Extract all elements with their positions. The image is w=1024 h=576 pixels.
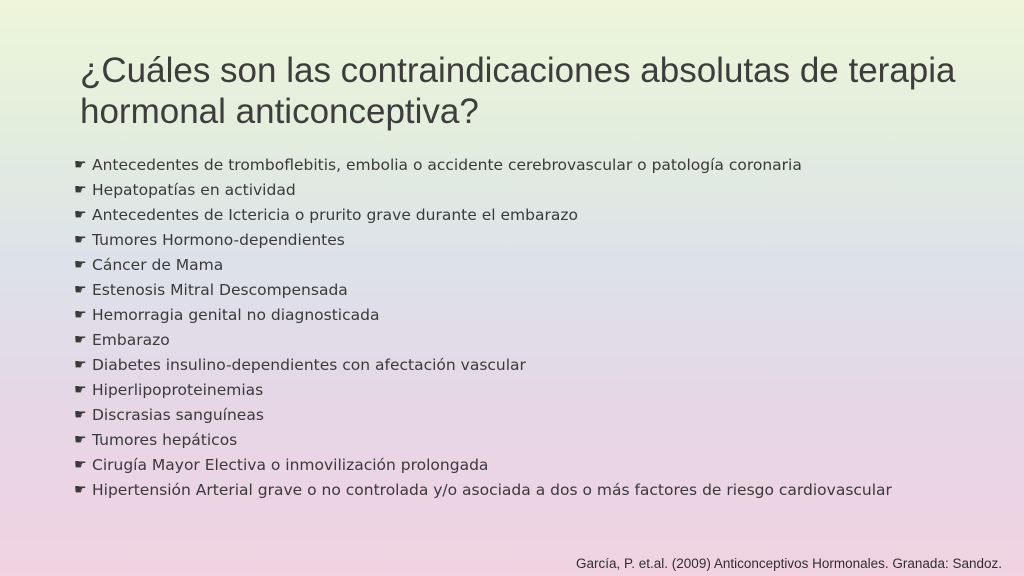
list-item-text: Cáncer de Mama xyxy=(92,256,224,274)
hand-pointing-right-icon: ☛ xyxy=(74,157,87,173)
list-item xyxy=(76,283,956,308)
hand-pointing-right-icon: ☛ xyxy=(74,307,87,323)
list-item xyxy=(76,383,956,408)
list-item-text: Hiperlipoproteinemias xyxy=(92,381,264,399)
hand-pointing-right-icon: ☛ xyxy=(74,282,87,298)
list-item xyxy=(76,183,956,208)
hand-pointing-right-icon: ☛ xyxy=(74,407,87,423)
list-item xyxy=(76,233,956,258)
citation: García, P. et.al. (2009) Anticonceptivos Hormonales. Granada: Sandoz. xyxy=(576,556,1002,571)
list-item-text: Antecedentes de Ictericia o prurito grave durante el embarazo xyxy=(92,206,578,224)
contraindications-list xyxy=(76,158,956,498)
hand-pointing-right-icon: ☛ xyxy=(74,207,87,223)
list-item-text: Discrasias sanguíneas xyxy=(92,406,264,424)
hand-pointing-right-icon: ☛ xyxy=(74,382,87,398)
list-item xyxy=(76,408,956,433)
hand-pointing-right-icon: ☛ xyxy=(74,332,87,348)
list-item xyxy=(76,483,956,498)
list-item xyxy=(76,458,956,483)
hand-pointing-right-icon: ☛ xyxy=(74,357,87,373)
list-item-text: Hipertensión Arterial grave o no controlada y/o asociada a dos o más factores de riesgo cardiovascular xyxy=(92,481,892,499)
list-item xyxy=(76,433,956,458)
hand-pointing-right-icon: ☛ xyxy=(74,432,87,448)
hand-pointing-right-icon: ☛ xyxy=(74,232,87,248)
list-item xyxy=(76,333,956,358)
list-item-text: Estenosis Mitral Descompensada xyxy=(92,281,348,299)
hand-pointing-right-icon: ☛ xyxy=(74,257,87,273)
list-item-text: Tumores hepáticos xyxy=(92,431,238,449)
list-item xyxy=(76,258,956,283)
list-item xyxy=(76,358,956,383)
hand-pointing-right-icon: ☛ xyxy=(74,457,87,473)
list-item-text: Embarazo xyxy=(92,331,170,349)
list-item-text: Hepatopatías en actividad xyxy=(92,181,296,199)
hand-pointing-right-icon: ☛ xyxy=(74,182,87,198)
list-item-text: Antecedentes de tromboflebitis, embolia o accidente cerebrovascular o patología coronaria xyxy=(92,156,802,174)
list-item-text: Hemorragia genital no diagnosticada xyxy=(92,306,380,324)
list-item xyxy=(76,308,956,333)
list-item-text: Tumores Hormono-dependientes xyxy=(92,231,345,249)
list-item xyxy=(76,158,956,183)
list-item-text: Diabetes insulino-dependientes con afectación vascular xyxy=(92,356,526,374)
hand-pointing-right-icon: ☛ xyxy=(74,482,87,498)
slide-title: ¿Cuáles son las contraindicaciones absolutas de terapia hormonal anticonceptiva? xyxy=(80,51,956,131)
list-item xyxy=(76,208,956,233)
list-item-text: Cirugía Mayor Electiva o inmovilización prolongada xyxy=(92,456,489,474)
